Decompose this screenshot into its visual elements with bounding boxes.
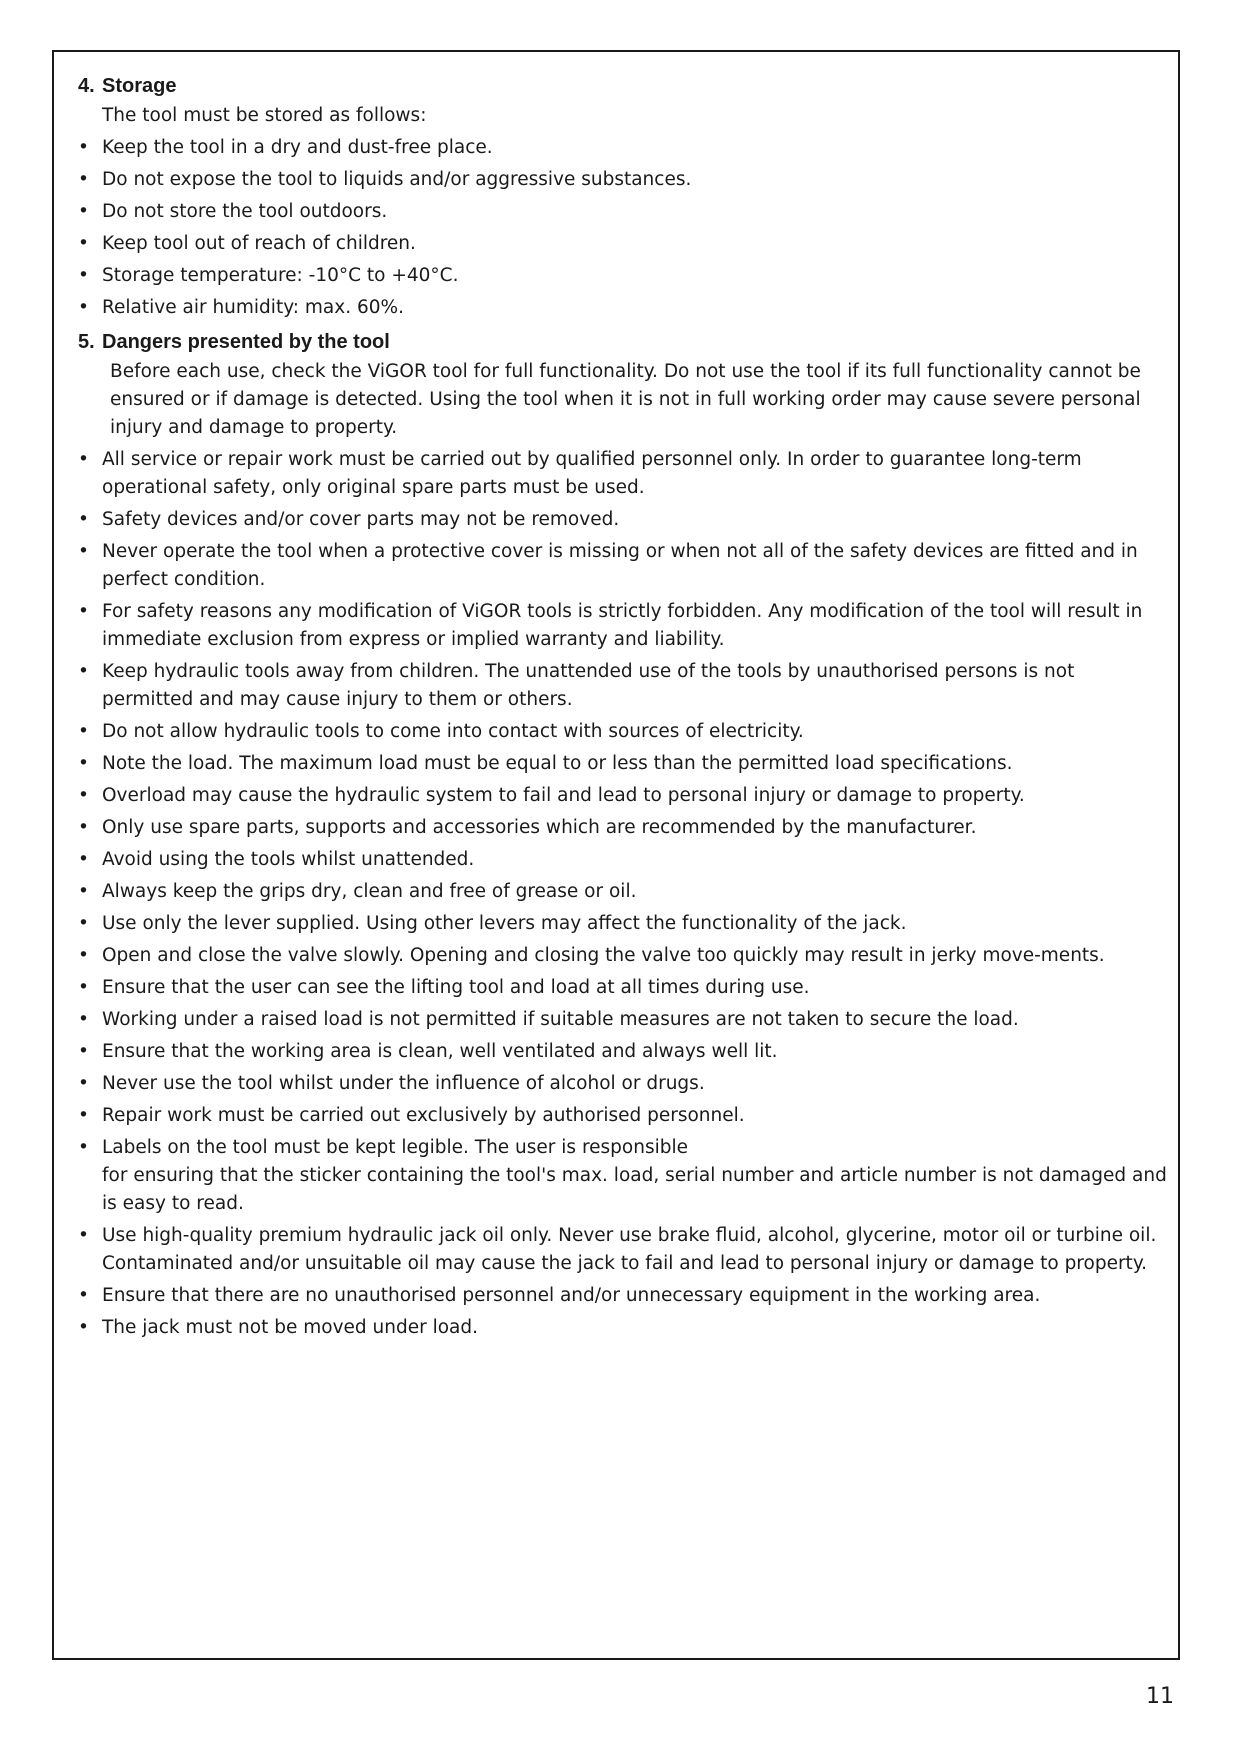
bullet-icon: • [78, 881, 89, 902]
list-item [78, 910, 1168, 938]
bullet-icon: • [78, 977, 89, 998]
list-item-text: Working under a raised load is not permitted if suitable measures are not taken to secure the load. [102, 1009, 1019, 1030]
list-item-text: All service or repair work must be carried out by qualified personnel only. In order to guarantee long-term operational safety, only original spare parts must be used. [102, 449, 1082, 498]
list-item-text: Note the load. The maximum load must be equal to or less than the permitted load specifications. [102, 753, 1013, 774]
list-item-text: Only use spare parts, supports and accessories which are recommended by the manufacturer. [102, 817, 977, 838]
list-item [78, 1070, 1168, 1098]
list-item [78, 230, 1168, 258]
list-item [78, 446, 1168, 502]
list-item [78, 262, 1168, 290]
list-item-text: Use high-quality premium hydraulic jack oil only. Never use brake fluid, alcohol, glycerine, motor oil or turbine oil. Contaminated and/or unsuitable oil may cause the jack to fail and lead to personal injury or damage to property. [102, 1225, 1157, 1274]
list-item [78, 942, 1168, 970]
section-number: 5. [78, 331, 95, 353]
list-item-text: Ensure that the working area is clean, well ventilated and always well lit. [102, 1041, 778, 1062]
list-item-text: Safety devices and/or cover parts may not be removed. [102, 509, 620, 530]
bullet-icon: • [78, 1009, 89, 1030]
list-item [78, 814, 1168, 842]
bullet-icon: • [78, 137, 89, 158]
list-item-text: Do not store the tool outdoors. [102, 201, 388, 222]
bullet-icon: • [78, 601, 89, 622]
list-item [78, 658, 1168, 714]
list-item [78, 1222, 1168, 1278]
list-item-text: Repair work must be carried out exclusively by authorised personnel. [102, 1105, 745, 1126]
bullet-icon: • [78, 1073, 89, 1094]
list-item-text: Storage temperature: -10°C to +40°C. [102, 265, 459, 286]
bullet-icon: • [78, 169, 89, 190]
list-item [78, 1134, 1168, 1218]
bullet-icon: • [78, 785, 89, 806]
section-title: Storage [102, 75, 177, 97]
list-item [78, 750, 1168, 778]
list-item [78, 1006, 1168, 1034]
bullet-icon: • [78, 1317, 89, 1338]
document-content [78, 70, 1168, 1346]
list-item [78, 1102, 1168, 1130]
list-item-text: Labels on the tool must be kept legible. The user is responsible for ensuring that the sticker containing the tool's max. load, serial number and article number is not damaged and is easy to read. [102, 1137, 1167, 1214]
list-item [78, 782, 1168, 810]
bullet-icon: • [78, 1285, 89, 1306]
storage-bullet-list [78, 134, 1168, 322]
list-item [78, 598, 1168, 654]
bullet-icon: • [78, 541, 89, 562]
bullet-icon: • [78, 913, 89, 934]
list-item-text: Use only the lever supplied. Using other levers may affect the functionality of the jack. [102, 913, 907, 934]
list-item-text: Never use the tool whilst under the influence of alcohol or drugs. [102, 1073, 705, 1094]
bullet-icon: • [78, 233, 89, 254]
bullet-icon: • [78, 265, 89, 286]
list-item-text: Avoid using the tools whilst unattended. [102, 849, 475, 870]
bullet-icon: • [78, 849, 89, 870]
list-item [78, 1282, 1168, 1310]
bullet-icon: • [78, 449, 89, 470]
section-intro: The tool must be stored as follows: [102, 105, 427, 126]
section-heading-dangers [78, 326, 1168, 358]
list-item-text: Do not allow hydraulic tools to come into contact with sources of electricity. [102, 721, 804, 742]
dangers-bullet-list [78, 446, 1168, 1342]
list-item [78, 538, 1168, 594]
list-item [78, 506, 1168, 534]
section-heading-storage [78, 70, 1168, 102]
list-item-text: Always keep the grips dry, clean and free of grease or oil. [102, 881, 637, 902]
list-item-text: The jack must not be moved under load. [102, 1317, 479, 1338]
bullet-icon: • [78, 817, 89, 838]
list-item [78, 718, 1168, 746]
page-number: 11 [1146, 1684, 1174, 1709]
list-item-text: Do not expose the tool to liquids and/or aggressive substances. [102, 169, 692, 190]
list-item-text: Relative air humidity: max. 60%. [102, 297, 404, 318]
bullet-icon: • [78, 1225, 89, 1246]
bullet-icon: • [78, 1137, 89, 1158]
list-item-text: For safety reasons any modification of ViGOR tools is strictly forbidden. Any modification of the tool will result in immediate exclusion from express or implied warranty and liability. [102, 601, 1143, 650]
list-item-text: Open and close the valve slowly. Opening and closing the valve too quickly may result in jerky move-ments. [102, 945, 1105, 966]
bullet-icon: • [78, 1105, 89, 1126]
list-item [78, 1038, 1168, 1066]
section-title: Dangers presented by the tool [102, 331, 390, 353]
list-item [78, 134, 1168, 162]
bullet-icon: • [78, 297, 89, 318]
bullet-icon: • [78, 509, 89, 530]
bullet-icon: • [78, 753, 89, 774]
bullet-icon: • [78, 201, 89, 222]
list-item [78, 294, 1168, 322]
list-item [78, 1314, 1168, 1342]
section-intro: Before each use, check the ViGOR tool for full functionality. Do not use the tool if its full functionality cannot be ensured or if damage is detected. Using the tool when it is not in full working order may cause severe personal injury and damage to property. [110, 361, 1141, 438]
list-item-text: Ensure that there are no unauthorised personnel and/or unnecessary equipment in the working area. [102, 1285, 1041, 1306]
list-item [78, 166, 1168, 194]
list-item-text: Overload may cause the hydraulic system to fail and lead to personal injury or damage to property. [102, 785, 1025, 806]
list-item-text: Never operate the tool when a protective cover is missing or when not all of the safety devices are fitted and in perfect condition. [102, 541, 1138, 590]
list-item-text: Keep the tool in a dry and dust-free place. [102, 137, 493, 158]
list-item [78, 878, 1168, 906]
list-item [78, 198, 1168, 226]
bullet-icon: • [78, 945, 89, 966]
bullet-icon: • [78, 1041, 89, 1062]
list-item [78, 974, 1168, 1002]
bullet-icon: • [78, 661, 89, 682]
list-item-text: Keep hydraulic tools away from children. The unattended use of the tools by unauthorised persons is not permitted and may cause injury to them or others. [102, 661, 1075, 710]
bullet-icon: • [78, 721, 89, 742]
section-number: 4. [78, 75, 95, 97]
list-item-text: Keep tool out of reach of children. [102, 233, 416, 254]
list-item-text: Ensure that the user can see the lifting tool and load at all times during use. [102, 977, 810, 998]
list-item [78, 846, 1168, 874]
